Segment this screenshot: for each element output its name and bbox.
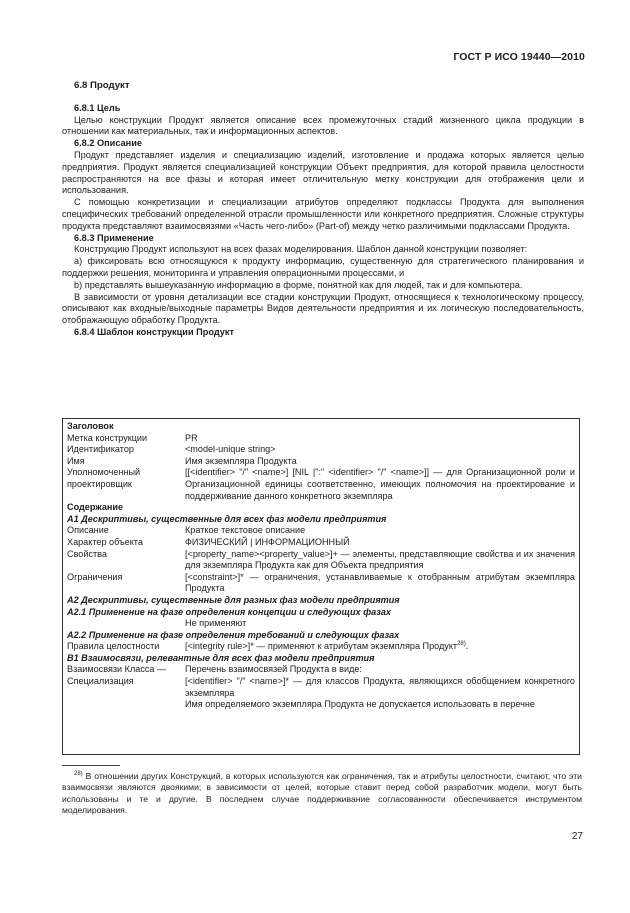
row-value: Краткое текстовое описание: [185, 525, 306, 536]
page-number: 27: [571, 831, 583, 842]
section-title: 6.8 Продукт: [74, 80, 130, 91]
footnote: [62, 771, 582, 817]
row-label-empty: [67, 699, 185, 711]
template-row: [67, 641, 575, 653]
row-label: Идентификатор: [67, 444, 134, 455]
row-label: Метка конструкции: [67, 432, 148, 443]
template-row: [67, 549, 575, 572]
template-row: [67, 537, 575, 549]
paragraph-description-1: Продукт представляет изделия и специализацию изделий, изготовление и продажа которых является целью предприятия. Продукт является специализацией конструкции Объект предприятия, для которой правила целостности распространяются на все фазы и которая имеет отличительную метку конструкции для отображения цели и использования.: [62, 149, 584, 196]
row-value: [<identifier> "/" <name>]* — для классов Продукта, являющихся обобщением конкретного экземпляра: [185, 676, 575, 698]
paragraph-purpose: Целью конструкции Продукт является описание всех промежуточных стадий жизненного цикла продукции в отношении как материальных, так и информационных аспектов.: [62, 114, 584, 137]
template-row: [67, 525, 575, 537]
group-a21-title: А2.1 Применение на фазе определения концепции и следующих фазах: [67, 606, 391, 617]
row-value: [<property_name><property_value>]+ — элементы, представляющие свойства и их значения для экземпляра Продукта как для Объекта предприятия: [185, 548, 575, 571]
document-code-header: ГОСТ Р ИСО 19440—2010: [453, 51, 585, 63]
subsection-title-template: 6.8.4 Шаблон конструкции Продукт: [74, 326, 235, 337]
row-label: [67, 467, 185, 502]
footnote-marker: 28): [74, 771, 83, 778]
row-label: Ограничения: [67, 571, 123, 582]
template-header-title: Заголовок: [67, 421, 114, 431]
subsection-title-application: 6.8.3 Применение: [74, 232, 154, 243]
paragraph-application-2: В зависимости от уровня детализации все стадии конструкции Продукт, относящиеся к технологическому процессу, описывают как входные/выходные параметры Видов деятельности предприятия и их логическую последовательность, отображающую обработку Продукта.: [62, 291, 584, 326]
row-value: Имя экземпляра Продукта: [185, 455, 297, 466]
row-label: Правила целостности: [67, 641, 160, 652]
row-label: Специализация: [67, 676, 134, 687]
row-value: [[<identifier> "/" <name>] [NIL |":" <identifier> "/" <name>]] — для Организационной роли и Организационной единицы соответственно, имеющих полномочия на проектирование и поддерживание данного конкретного экземпляра: [185, 467, 575, 501]
row-value: Имя определяемого экземпляра Продукта не допускается использовать в перечне: [185, 699, 535, 710]
row-label: Описание: [67, 525, 109, 536]
template-content-title: Содержание: [67, 502, 124, 513]
row-label: Свойства: [67, 548, 107, 559]
row-value-text: [<integrity rule>]* — применяют к атрибутам экземпляра Продукт: [185, 641, 458, 652]
list-item-b: b) представлять вышеуказанную информацию в форме, понятной как для людей, так и для компьютера.: [74, 279, 523, 290]
group-a22-title: А2.2 Применение на фазе определения требований и следующих фазах: [67, 629, 400, 640]
template-row: [67, 572, 575, 595]
template-row: [67, 433, 575, 445]
template-row: [67, 664, 575, 676]
paragraph-application-1: Конструкцию Продукт используют на всех фазах моделирования. Шаблон данной конструкции позволяет:: [74, 244, 528, 255]
row-value: [<constraint>]* — ограничения, устанавливаемые к отобранным атрибутам экземпляра Продукта: [185, 571, 575, 594]
footnote-reference: 28): [457, 641, 466, 648]
row-label: Взаимосвязи Класса —: [67, 664, 167, 675]
row-value: PR: [185, 432, 198, 443]
subsection-title-description: 6.8.2 Описание: [74, 138, 142, 149]
row-value: ФИЗИЧЕСКИЙ | ИНФОРМАЦИОННЫЙ: [185, 536, 350, 547]
subsection-title-purpose: 6.8.1 Цель: [74, 102, 121, 113]
paragraph-description-2: С помощью конкретизации и специализации атрибутов определяют подклассы Продукта для выполнения специфических требований определенной отрасли промышленности или конкретного предприятия. Сложные структуры продукта представляют взаимосвязями «Часть чего-либо» (Part-of) между четко различимыми подклассами Продукта.: [62, 197, 584, 231]
group-b1-title: В1 Взаимосвязи, релевантные для всех фаз модели предприятия: [67, 652, 375, 663]
row-value: [<integrity rule>]* — применяют к атрибутам экземпляра Продукт$^{28)}$.: [185, 641, 469, 652]
template-row: [67, 676, 575, 699]
row-label-line2: проектировщик: [67, 478, 132, 489]
group-a1-title: А1 Дескриптивы, существенные для всех фаз модели предприятия: [67, 513, 387, 524]
list-item-a: а) фиксировать всю относящуюся к продукту информацию, существенную для стратегического планирования и поддержки решения, мониторинга и управления операционными процессами, и: [62, 256, 584, 278]
row-value: Перечень взаимосвязей Продукта в виде:: [185, 664, 362, 675]
row-value: Не применяют: [185, 618, 247, 629]
template-row: [67, 699, 575, 711]
section-body: [62, 80, 584, 339]
footnote-separator: [62, 765, 120, 766]
template-row: [67, 618, 575, 630]
row-value: <model-unique string>: [185, 444, 276, 455]
row-label: Характер объекта: [67, 536, 143, 547]
template-row: [67, 467, 575, 502]
group-a2-title: А2 Дескриптивы, существенные для разных фаз модели предприятия: [67, 594, 400, 605]
template-row: [67, 456, 575, 468]
footnote-text: В отношении других Конструкций, в которых используются как ограничения, так и атрибуты целостности, считают, что эти взаимосвязи являются двоякими; в зависимости от целей, которые ставит перед собой разработчик модели, могут быть использованы и те и другие. В последнем случае поддерживание согласованности обеспечивается инструментом моделирования.: [62, 771, 582, 816]
row-label-line1: Уполномоченный: [67, 467, 141, 478]
construct-template-box: [62, 418, 580, 755]
row-label-empty: [67, 618, 185, 630]
template-row: [67, 444, 575, 456]
row-label: Имя: [67, 455, 85, 466]
